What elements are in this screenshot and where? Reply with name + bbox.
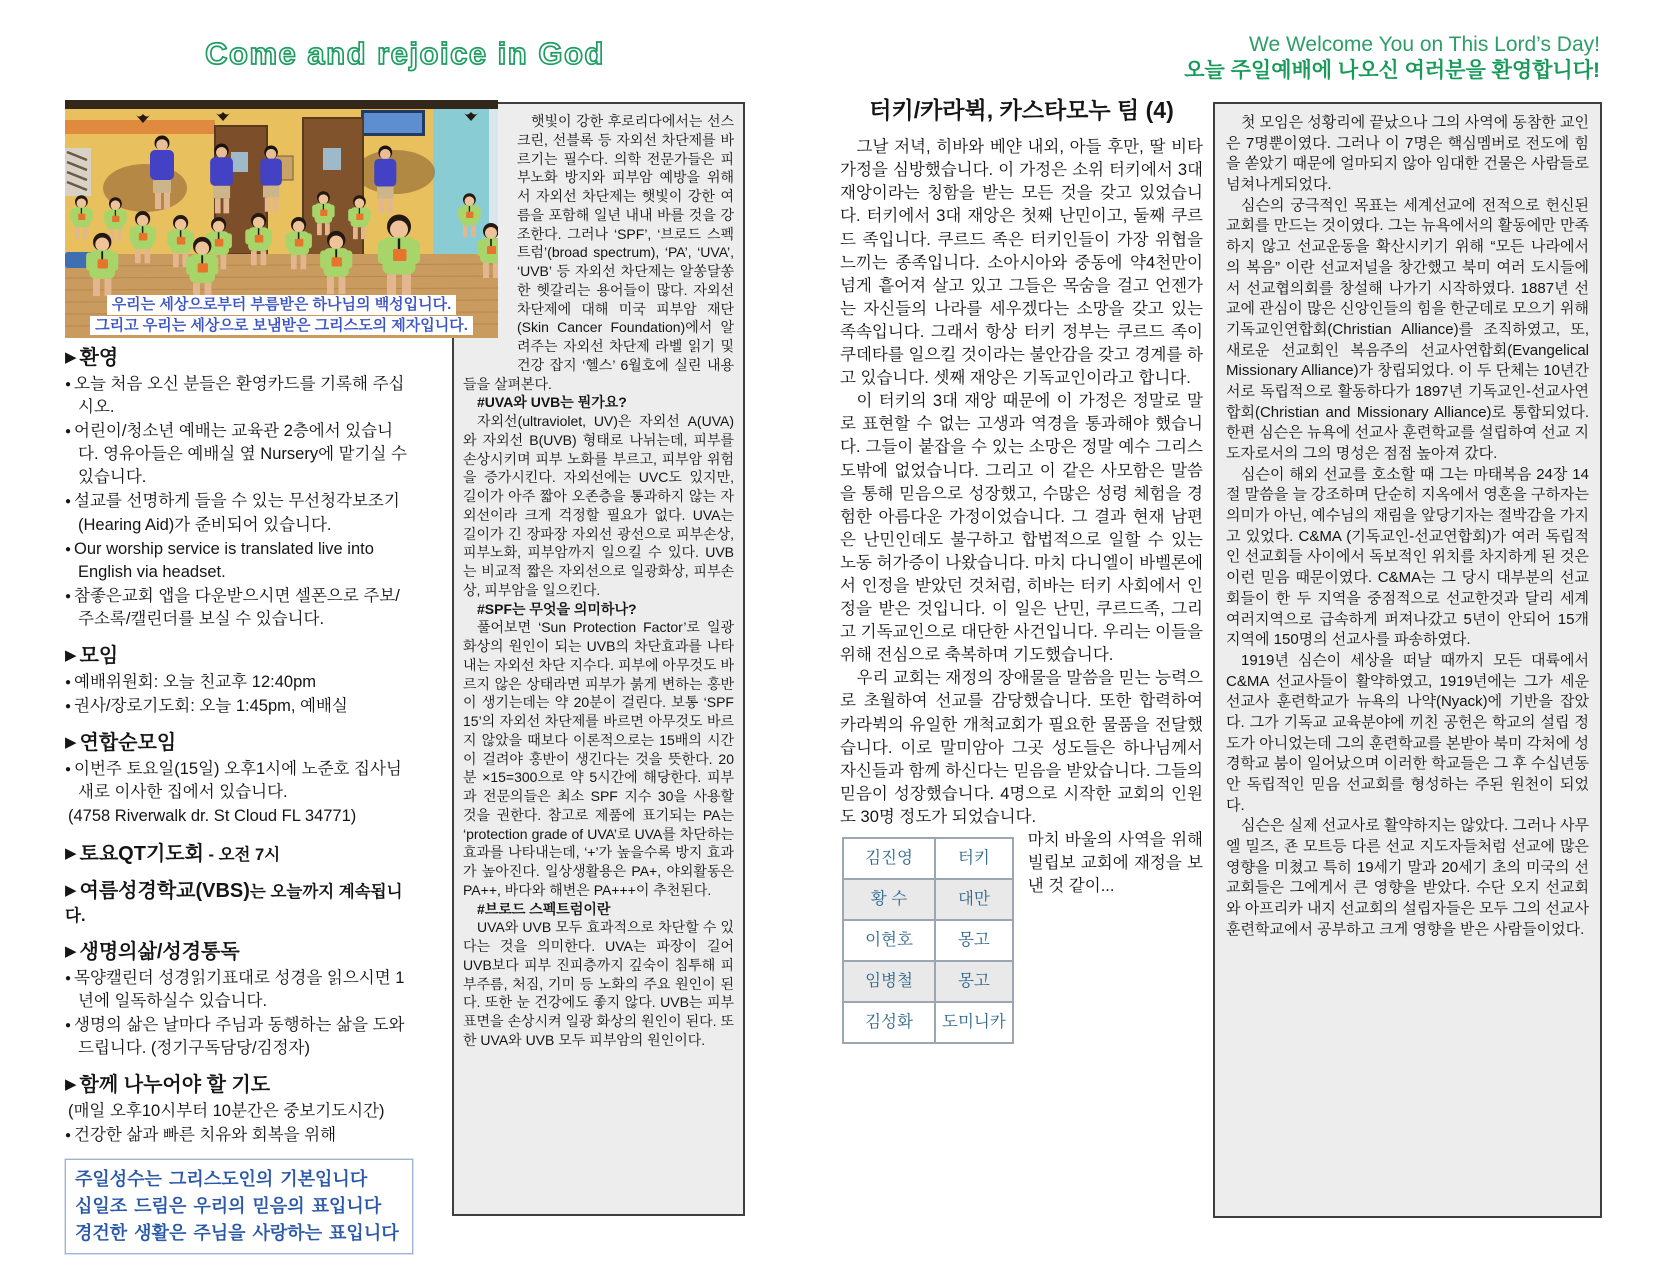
arrow-icon: ▶ xyxy=(65,1075,77,1093)
bullet-icon: ● xyxy=(65,379,72,390)
bullet-icon: ● xyxy=(65,496,72,508)
bulletin-item: ● 참좋은교회 앱을 다운받으시면 셀폰으로 주보/주소록/캘린더를 보실 수 있습니다. xyxy=(65,586,400,628)
article-subheading: #브로드 스펙트럼이란 xyxy=(477,900,611,917)
table-row xyxy=(843,1002,1013,1043)
section-saturday-prayer xyxy=(65,842,413,866)
bullet-icon: ● xyxy=(65,426,72,438)
article-paragraph: 심슨의 궁극적인 목표는 세계선교에 전적으로 헌신된 교회를 만드는 것이였다. 그는 뉴욕에서의 활동에만 만족하지 않고 선교운동을 확산시키기 위해 “모든 나라에서의 복음” 이란 선교저널을 창간했고 북미 여러 도시들에서 선교협의회를 창설해 나가기 시작하였다. 1887년 선교에 관심이 많은 신앙인들의 힘을 한군데로 모으기 위해 기독교인연합회(Christian Alliance)를 조직하였고, 또, 새로운 선교회인 복음주의 선교사연합회(Evangelical Missionary Alliance)가 창립되었다. 이 두 단체는 10년간 서로 독립적으로 활동하다가 1897년 기독교인-선교사연합회(Christian and Missionary Alliance)로 통합되었다. 한편 심슨은 뉴욕에 선교사 훈련학교를 설립하여 선교 지도자로서의 그의 명성은 점점 높아져 갔다. xyxy=(1226,196,1589,462)
article-title: 터키/카라뷕, 카스타모누 팀 (4) xyxy=(869,97,1174,123)
article-paragraph: 우리 교회는 재정의 장애물을 말씀을 믿는 능력으로 초월하여 선교를 감당했습니다. 또한 합력하여 카라뷕의 유일한 개척교회가 필요한 물품을 전달했습니다. 이로 말미암아 그곳 성도들은 하나님께서 자신들과 함께 하신다는 믿음을 받았습니다. 그들의 믿음이 성장했습니다. 4명으로 시작한 교회의 인원도 30명 정도가 되었습니다. xyxy=(840,669,1203,826)
bullet-icon: ● xyxy=(65,543,72,555)
photo-caption-line1: 우리는 세상으로부터 부름받은 하나님의 백성입니다. xyxy=(107,295,457,315)
section-title: 토요QT기도회 xyxy=(79,842,204,865)
section-title: 생명의삶/성경통독 xyxy=(79,940,240,963)
missionary-name: 김성화 xyxy=(843,1002,935,1043)
motto-line: 주일성수는 그리스도인의 기본입니다 xyxy=(75,1169,368,1190)
bulletin-item: ● 건강한 삶과 빠른 치유와 회복을 위해 xyxy=(65,1125,337,1144)
article-paragraph: 심슨이 해외 선교를 호소할 때 그는 마태복음 24장 14절 말씀을 늘 강조하며 단순히 지옥에서 영혼을 구하자는 의미가 아닌, 예수님의 재림을 앞당기자는 절박감을 가지고 있었다. C&MA (기독교인-선교연합회)가 여러 독립적인 선교회들 사이에서 독보적인 위치를 차지하게 된 것은 이런 믿음 때문이였다. C&MA는 그 당시 대부분의 선교회들이 한 두 지역을 중점적으로 선교한것과 달리 세계 여러지역으로 급속하게 퍼져나갔고 5년이 안되어 15개 지역에 150명의 선교사를 파송하였다. xyxy=(1226,465,1589,649)
article-paragraph: 첫 모임은 성황리에 끝났으나 그의 사역에 동참한 교인은 7명뿐이였다. 그러나 이 7명은 핵심멤버로 전도에 힘을 쏟았기 때문에 얼마되지 않아 임대한 건물은 사람들로 넘쳐나게되었다. xyxy=(1226,114,1589,194)
welcome-header xyxy=(1184,32,1600,85)
bullet-icon: ● xyxy=(65,764,72,776)
section-bible-reading xyxy=(65,940,413,1060)
missionary-name: 이현호 xyxy=(843,920,935,961)
missionary-name: 김진영 xyxy=(843,838,935,879)
missionary-name: 황 수 xyxy=(843,879,935,920)
bulletin-item: ● 권사/장로기도회: 오늘 1:45pm, 예배실 xyxy=(65,697,348,716)
photo-caption xyxy=(65,294,498,335)
missionary-country: 도미니카 xyxy=(935,1002,1013,1043)
bullet-icon: ● xyxy=(65,1129,72,1141)
vbs-photo xyxy=(65,100,498,338)
section-cell-meeting xyxy=(65,731,413,828)
motto-line: 경건한 생활은 주님을 사랑하는 표입니다 xyxy=(75,1223,399,1244)
article-paragraph: 햇빛이 강한 후로리다에서는 선스크린, 선블록 등 자외선 차단제를 바르기는 필수다. 의학 전문가들은 피부노화 방지와 피부암 예방을 위해서 자외선 차단제는 햇빛이 강한 여름을 포함해 일년 내내 바를 것을 강조한다. 그러나 ‘SPF’, ‘브로드 스펙트럼’(broad spectrum), ‘PA’, ‘UVA’, ‘UVB’ 등 자외선 차단제는 알쏭달쏭한 헷갈리는 용어들이 많다. 자외선 차단제에 대해 미국 피부암 재단(Skin Cancer Foundation)에서 알려주는 자외선 차단제 라벨 읽기 및 건강 잡지 ‘헬스’ 6월호에 실린 내용들을 살펴본다. xyxy=(463,113,734,392)
table-row xyxy=(843,879,1013,920)
welcome-line-korean: 오늘 주일예배에 나오신 여러분을 환영합니다! xyxy=(1184,59,1600,83)
address-note: (4758 Riverwalk dr. St Cloud FL 34771) xyxy=(68,807,357,826)
arrow-icon: ▶ xyxy=(65,942,77,960)
article-paragraph: 이 터키의 3대 재앙 때문에 이 가정은 정말로 말로 표현할 수 없는 고생과 역경을 통과해야 했습니다. 그들이 붙잡을 수 있는 소망은 정말 예수 그리스도밖에 없었습니다. 그리고 이 같은 사모함은 말씀을 통해 믿음으로 성장했고, 수많은 성령 체험을 경험한 아름다운 가정이었습니다. 그 결과 현재 남편은 난민인데도 불구하고 합법적으로 일할 수 있는 노동 허가증이 나왔습니다. 마치 다니엘이 바벨론에서 인정을 받았던 것처럼, 히바는 터키 사회에서 인정을 받은 것입니다. 이 일은 난민, 쿠르드족, 그리고 기독교인으로 대단한 사건입니다. 우리는 이들을 위해 전심으로 축복하며 기도했습니다. xyxy=(840,392,1203,665)
section-suffix: - 오전 7시 xyxy=(203,845,281,864)
section-suffix: 는 오늘까지 계속됩니다. xyxy=(65,882,403,925)
bullet-icon: ● xyxy=(65,677,72,689)
section-shared-prayer xyxy=(65,1073,413,1147)
missionary-name: 임병철 xyxy=(843,961,935,1002)
simpson-history-box xyxy=(1213,102,1602,1218)
section-vbs xyxy=(65,879,413,927)
prayer-time-note: (매일 오후10시부터 10분간은 중보기도시간) xyxy=(68,1101,385,1120)
blue-motto-box xyxy=(65,1159,413,1254)
motto-line: 십일조 드림은 우리의 믿음의 표입니다 xyxy=(75,1196,382,1217)
bulletin-item: ● 이번주 토요일(15일) 오후1시에 노준호 집사님 새로 이사한 집에서 있습니다. xyxy=(65,760,402,802)
welcome-line-english: We Welcome You on This Lord’s Day! xyxy=(1249,33,1600,56)
arrow-icon: ▶ xyxy=(65,647,77,665)
article-paragraph: 1919년 심슨이 세상을 떠날 때까지 모든 대륙에서 C&MA 선교사들이 활약하였고, 1919년에는 그가 세운 선교사 훈련학교가 뉴욕의 나약(Nyack)에 기반을 잡았다. 그가 기독교 교육분야에 끼친 공헌은 학교의 설립 정도가 아니었는데 그의 훈련학교를 본받아 북미 각처에 성경학교 붐이 일어났으며 이러한 학교들은 그 후 수십년동안 독립적인 믿음 선교회를 형성하는 주된 원천이 되었다. xyxy=(1226,651,1589,814)
article-paragraph: 풀어보면 ‘Sun Protection Factor’로 일광화상의 원인이 되는 UVB의 차단효과를 나타내는 자외선 차단 지수다. 피부에 아무것도 바르지 않은 상태라면 피부가 붉게 변하는 홍반이 생기는데는 약 20분이 걸린다. 보통 ‘SPF 15’의 자외선 차단제를 바르면 아무것도 바르지 않았을 때보다 이론적으로는 15배의 시간이 걸려야 홍반이 생긴다는 것을 뜻한다. 20분 ×15=300으로 약 5시간에 해당한다. 피부과 전문의들은 최소 SPF 지수 30을 사용할 것을 권한다. 참고로 제품에 표기되는 PA는 ‘protection grade of UVA’로 UVA를 차단하는 효과를 나타내는데, ‘+’가 높을수록 방지 효과가 높아진다. 일상생활용은 PA+, 야외활동은 PA++, 바다와 해변은 PA+++이 추천된다. xyxy=(463,619,734,898)
section-title: 연합순모임 xyxy=(79,732,177,755)
article-paragraph: 그날 저녁, 히바와 베얀 내외, 아들 후만, 딸 비타 가정을 심방했습니다. 이 가정은 소위 터키에서 3대 재앙이라는 칭함을 받는 모든 것을 갖고 있었습니다. 터키에서 3대 재앙은 첫째 난민이고, 둘째 쿠르드 족입니다. 쿠르드 족은 터키인들이 가장 위협을 느끼는 종족입니다. 소아시아와 중동에 약4천만이 넘게 흩어져 살고 있고 그들은 목숨을 걸고 언젠가는 자신들의 나라를 세우겠다는 소망을 갖고 있는 족속입니다. 그래서 항상 터키 정부는 쿠르드 족이 쿠데타를 일으킬 것이라는 불안감을 갖고 경계를 하고 있습니다. 셋째 재앙은 기독교인이라고 합니다. xyxy=(840,138,1203,388)
table-row xyxy=(843,920,1013,961)
article-subheading: #SPF는 무엇을 의미하나? xyxy=(477,600,637,617)
bullet-icon: ● xyxy=(65,1019,72,1031)
bulletin-item: ● 오늘 처음 오신 분들은 환영카드를 기록해 주십시오. xyxy=(65,375,405,417)
bulletin-item: ● 설교를 선명하게 들을 수 있는 무선청각보조기(Hearing Aid)가 준비되어 있습니다. xyxy=(65,492,400,534)
bullet-icon: ● xyxy=(65,972,72,984)
table-row xyxy=(843,961,1013,1002)
article-paragraph: UVA와 UVB 모두 효과적으로 차단할 수 있다는 것을 의미한다. UVA는 파장이 길어 UVB보다 피부 진피층까지 깊숙이 침투해 피부주름, 처짐, 기미 등 노화의 주요 원인이 된다. 또한 눈 건강에도 좋지 않다. UVB는 피부 표면을 손상시켜 일광 화상의 원인이 된다. 또한 UVA와 UVB 모두 피부암의 원인이다. xyxy=(463,919,734,1048)
arrow-icon: ▶ xyxy=(65,734,77,752)
missionary-table xyxy=(842,837,1014,1044)
article-subheading: #UVA와 UVB는 뭔가요? xyxy=(477,394,627,411)
article-paragraph: 자외선(ultraviolet, UV)은 자외선 A(UVA)와 자외선 B(UVB) 형태로 나뉘는데, 피부를 손상시키며 피부 노화를 부르고, 피부암 위험을 증가시킨다. 자외선에는 UVC도 있지만, 길이가 아주 짧아 오존층을 통과하지 않는 자외선이라 크게 걱정할 필요가 없다. UVA는 길이가 긴 장파장 자외선 광선으로 피부손상, 피부노화, 피부암까지 일으킬 수 있다. UVB는 비교적 짧은 자외선으로 일광화상, 피부손상, 피부암을 일으킨다. xyxy=(463,413,734,598)
bulletin-item: ● 어린이/청소년 예배는 교육관 2층에서 있습니다. 영유아들은 예배실 옆 Nursery에 맡기실 수 있습니다. xyxy=(65,422,407,487)
missionary-country: 터키 xyxy=(935,838,1013,879)
mission-report-column xyxy=(840,94,1203,1046)
arrow-icon: ▶ xyxy=(65,881,77,899)
article-paragraph: 심슨은 실제 선교사로 활약하지는 않았다. 그러나 사무엘 밀즈, 죤 모트등 다른 선교 지도자들처럼 선교에 많은 영향을 미쳤고 특히 19세기 말과 20세기 초의 미국의 선교회들은 그에게서 큰 영향을 받았다. 수단 오지 선교회와 아프리카 내지 선교회의 설립자들은 모두 그의 선교사 훈련학교에서 공부하고 크게 영향을 받은 사람들이었다. xyxy=(1226,817,1589,938)
section-title: 모임 xyxy=(79,645,119,668)
bulletin-item: ● 목양캘린더 성경읽기표대로 성경을 읽으시면 1년에 일독하실수 있습니다. xyxy=(65,968,405,1010)
section-title: 함께 나누어야 할 기도 xyxy=(79,1073,271,1096)
bullet-icon: ● xyxy=(65,701,72,713)
missionary-country: 몽고 xyxy=(935,920,1013,961)
bulletin-item: ● Our worship service is translated live into English via headset. xyxy=(65,539,374,581)
article-paragraph: 마치 바울의 사역을 위해 빌립보 교회에 재정을 보낸 것 같이... xyxy=(1027,831,1203,896)
section-welcome xyxy=(65,346,413,631)
table-row xyxy=(843,838,1013,879)
bulletin-item: ● 예배위원회: 오늘 친교후 12:40pm xyxy=(65,673,316,692)
announcements-column xyxy=(65,346,413,1254)
section-title: 여름성경학교(VBS) xyxy=(79,879,250,902)
missionary-country: 몽고 xyxy=(935,961,1013,1002)
section-meetings xyxy=(65,644,413,718)
photo-caption-line2: 그리고 우리는 세상으로 보냄받은 그리스도의 제자입니다. xyxy=(90,316,473,336)
page-title-left: Come and rejoice in God xyxy=(205,36,605,71)
arrow-icon: ▶ xyxy=(65,844,77,862)
bullet-icon: ● xyxy=(65,590,72,602)
section-title: 환영 xyxy=(79,347,119,369)
missionary-country: 대만 xyxy=(935,879,1013,920)
arrow-icon: ▶ xyxy=(65,349,77,366)
bulletin-item: ● 생명의 삶은 날마다 주님과 동행하는 삶을 도와드립니다. (정기구독담당/김정자) xyxy=(65,1015,405,1057)
